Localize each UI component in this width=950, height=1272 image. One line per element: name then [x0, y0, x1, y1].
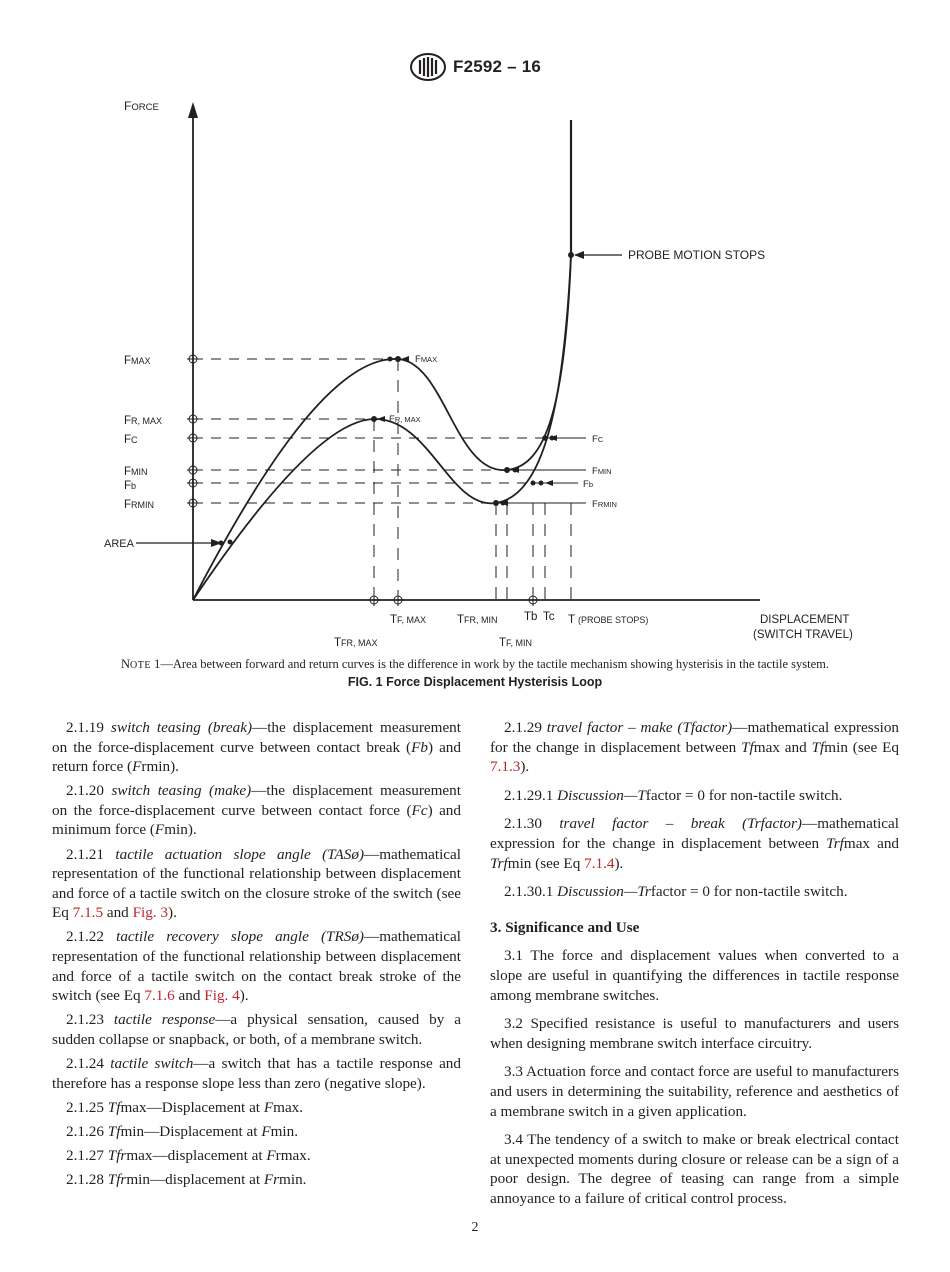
para-3-4: 3.4 The tendency of a switch to make or break electrical contact at unexpected moments during closure or release can be a sign of a poor design. The degree of teasing can range from a simple annoyance to a failure of critical control process. — [490, 1131, 899, 1207]
para-3-3: 3.3 Actuation force and contact force are useful to manufacturers and users in determining the suitability, reference and aesthetics of a membrane switch in a given application. — [490, 1063, 899, 1120]
frmin-axis-label: FRMIN — [124, 499, 155, 511]
probe-motion-stops-label: PROBE MOTION STOPS — [628, 248, 766, 262]
para-2-1-19: 2.1.19 switch teasing (break)—the displacement measurement on the force-displacement curve between contact break (Fb) and return force (Frmin). — [52, 719, 461, 776]
figure-note: NOTE 1—Area between forward and return curves is the difference in work by the tactile mechanism showing hysterisis in the tactile system. — [120, 657, 830, 671]
para-2-1-30: 2.1.30 travel factor – break (Trfactor)—mathematical expression for the change in displacement between Trfmax and Trfmin (see Eq 7.1.4). — [490, 815, 900, 872]
fmin-point-label: FMIN — [592, 466, 612, 477]
para-3-2: 3.2 Specified resistance is useful to manufacturers and users when designing membrane switch interface circuitry. — [490, 1015, 899, 1052]
fmax-point-label: FMAX — [415, 354, 438, 365]
fmax-axis-label: FMAX — [124, 355, 151, 367]
para-2-1-29: 2.1.29 travel factor – make (Tfactor)—mathematical expression for the change in displacement between Tfmax and Tfmin (see Eq 7.1.3). — [490, 719, 900, 776]
para-2-1-22: 2.1.22 tactile recovery slope angle (TRSø)—mathematical representation of the functional relationship between displacement and force of a tactile switch on the contact break stroke of the switch (see Eq 7.1.6 and Fig. 4). — [52, 928, 461, 1005]
tfmin-axis-label: TF, MIN — [499, 637, 533, 649]
y-axis-label: FORCE — [124, 99, 159, 113]
eq-7-1-4-link[interactable]: 7.1.4 — [584, 854, 615, 872]
page-number: 2 — [471, 1220, 479, 1235]
section-3-heading: 3. Significance and Use — [490, 918, 640, 936]
para-2-1-30-1: 2.1.30.1 Discussion—Trfactor = 0 for non-tactile switch. — [504, 883, 848, 901]
x-axis-label-line2: (SWITCH TRAVEL) — [753, 629, 853, 641]
para-3-1: 3.1 The force and displacement values when converted to a slope are useful in quantifying the differences in tactile response among membrane switches. — [490, 947, 899, 1004]
fc-point-label: FC — [592, 434, 604, 445]
fb-axis-label: Fb — [124, 480, 137, 492]
para-2-1-25: 2.1.25 Tfmax—Displacement at Fmax. — [66, 1098, 304, 1116]
eq-7-1-3-link[interactable]: 7.1.3 — [490, 758, 521, 776]
para-2-1-27: 2.1.27 Tfrmax—displacement at Frmax. — [66, 1146, 311, 1164]
left-column — [52, 718, 461, 1194]
force-displacement-figure — [0, 90, 950, 650]
eq-7-1-5-link[interactable]: 7.1.5 — [72, 904, 104, 922]
para-2-1-29-1: 2.1.29.1 Discussion—Tfactor = 0 for non-tactile switch. — [504, 786, 843, 804]
frmax-point-label: FR, MAX — [389, 414, 421, 425]
return-curve — [193, 255, 571, 600]
frmax-axis-label: FR, MAX — [124, 415, 163, 427]
frmin-point-label: FRMIN — [592, 499, 617, 510]
t-axis-label: T (PROBE STOPS) — [568, 614, 649, 626]
area-label: AREA — [104, 538, 134, 550]
para-2-1-24: 2.1.24 tactile switch—a switch that has a tactile response and therefore has a response slope less than zero (negative slope). — [52, 1055, 461, 1092]
right-column — [490, 718, 899, 1217]
fc-axis-label: FC — [124, 434, 138, 446]
eq-7-1-6-link[interactable]: 7.1.6 — [144, 987, 175, 1005]
fmin-axis-label: FMIN — [124, 466, 148, 478]
para-2-1-21: 2.1.21 tactile actuation slope angle (TASø)—mathematical representation of the functional relationship between displacement and force of a tactile switch on the closure stroke of the switch (see Eq 7.1.5 and Fig. 3). — [52, 845, 461, 922]
page-header — [0, 52, 950, 82]
fig-4-link[interactable]: Fig. 4 — [204, 987, 240, 1005]
fb-point-label: Fb — [583, 479, 593, 490]
tb-axis-label: Tb — [524, 611, 538, 623]
tfrmin-axis-label: TFR, MIN — [457, 614, 498, 626]
para-2-1-28: 2.1.28 Tfrmin—displacement at Frmin. — [66, 1170, 307, 1188]
astm-logo-icon — [409, 52, 447, 82]
para-2-1-23: 2.1.23 tactile response—a physical sensation, caused by a sudden collapse or snapback, or both, of a membrane switch. — [52, 1011, 461, 1048]
x-axis-label-line1: DISPLACEMENT — [760, 614, 850, 626]
para-2-1-20: 2.1.20 switch teasing (make)—the displacement measurement on the force-displacement curve between contact force (Fc) and minimum force (Fmin). — [52, 782, 461, 839]
standard-designation: F2592 – 16 — [452, 57, 541, 76]
tc-axis-label: Tc — [543, 611, 555, 623]
fig-3-link[interactable]: Fig. 3 — [132, 904, 169, 922]
y-axis-arrow — [188, 102, 198, 118]
tfrmax-axis-label: TFR, MAX — [334, 637, 378, 649]
tfmax-axis-label: TF, MAX — [390, 614, 427, 626]
forward-curve — [193, 255, 571, 600]
para-2-1-26: 2.1.26 Tfmin—Displacement at Fmin. — [66, 1122, 299, 1140]
figure-caption: FIG. 1 Force Displacement Hysterisis Loop — [347, 675, 603, 689]
